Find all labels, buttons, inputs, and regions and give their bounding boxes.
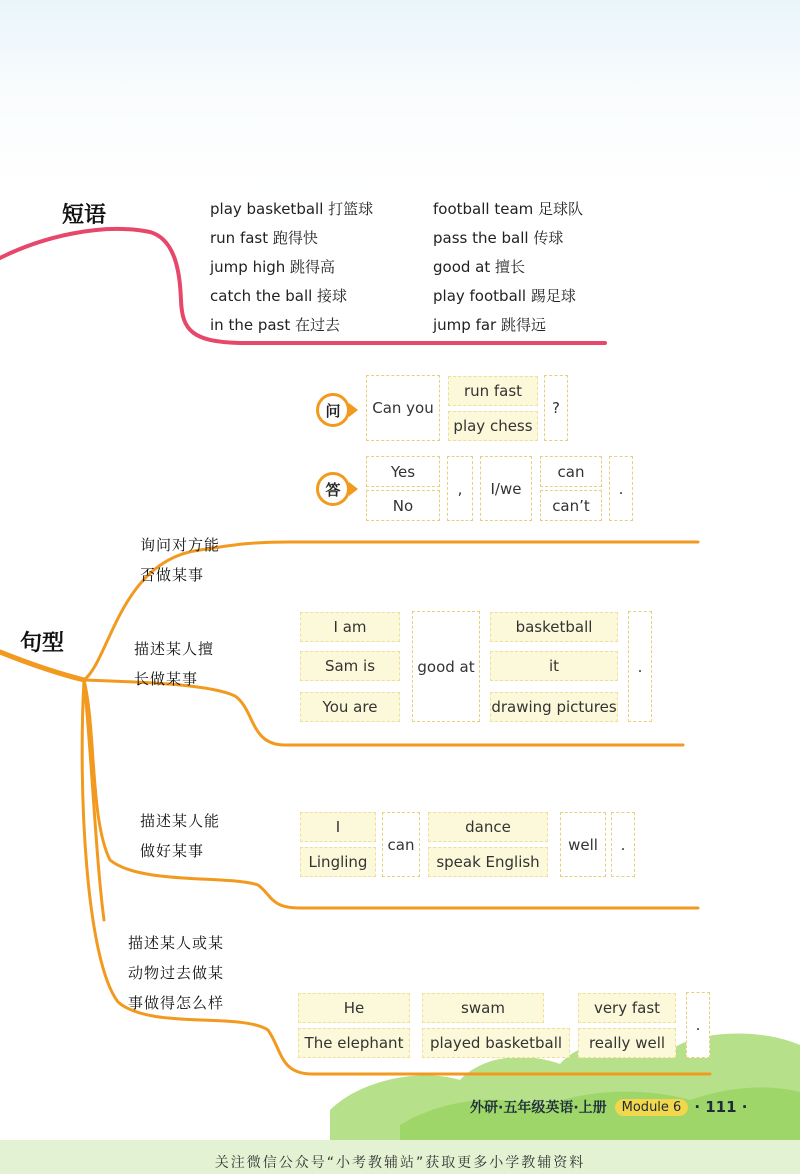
answer-end-box: . bbox=[609, 456, 633, 521]
past-label bbox=[128, 928, 224, 1018]
page-number: · 111 · bbox=[694, 1098, 748, 1116]
question-option-box: play chess bbox=[448, 411, 538, 441]
past-subject-box: The elephant bbox=[298, 1028, 410, 1058]
question-end-box: ? bbox=[544, 375, 568, 441]
answer-badge: 答 bbox=[316, 472, 350, 506]
good-at-object-box: drawing pictures bbox=[490, 692, 618, 722]
good-at-end-box: . bbox=[628, 611, 652, 722]
phrase-item: play football 踢足球 bbox=[433, 287, 576, 305]
label-line: 描述某人或某 bbox=[128, 934, 225, 952]
label-line: 否做某事 bbox=[140, 566, 205, 584]
good-at-label bbox=[134, 634, 214, 694]
can-well-end-box: . bbox=[611, 812, 635, 877]
ask-label bbox=[140, 530, 220, 590]
phrase-item: jump high 跳得高 bbox=[210, 258, 336, 276]
label-line: 描述某人能 bbox=[140, 812, 221, 830]
can-well-label bbox=[140, 806, 220, 866]
can-well-well-box: well bbox=[560, 812, 606, 877]
past-verb-box: swam bbox=[422, 993, 544, 1023]
phrase-item: jump far 跳得远 bbox=[433, 316, 546, 334]
phrase-item: football team 足球队 bbox=[433, 200, 584, 218]
phrase-item: good at 擅长 bbox=[433, 258, 526, 276]
question-start-box: Can you bbox=[366, 375, 440, 441]
question-badge: 问 bbox=[316, 393, 350, 427]
module-badge: Module 6 bbox=[615, 1099, 689, 1116]
answer-verb-box: can bbox=[540, 456, 602, 487]
past-verb-box: played basketball bbox=[422, 1028, 570, 1058]
past-adverb-box: really well bbox=[578, 1028, 676, 1058]
answer-badge-pointer bbox=[349, 482, 358, 496]
good-at-object-box: it bbox=[490, 651, 618, 681]
question-option-box: run fast bbox=[448, 376, 538, 406]
phrase-item: run fast 跑得快 bbox=[210, 229, 318, 247]
page-footer bbox=[470, 1097, 747, 1117]
good-at-object-box: basketball bbox=[490, 612, 618, 642]
can-well-subject-box: Lingling bbox=[300, 847, 376, 877]
label-line: 事做得怎么样 bbox=[128, 994, 225, 1012]
good-at-middle-box: good at bbox=[412, 611, 480, 722]
patterns-heading: 句型 bbox=[20, 631, 65, 656]
book-title: 外研·五年级英语·上册 bbox=[470, 1100, 607, 1116]
can-well-subject-box: I bbox=[300, 812, 376, 842]
past-subject-box: He bbox=[298, 993, 410, 1023]
past-end-box: . bbox=[686, 992, 710, 1058]
label-line: 长做某事 bbox=[134, 670, 199, 688]
past-adverb-box: very fast bbox=[578, 993, 676, 1023]
answer-start-box: Yes bbox=[366, 456, 440, 487]
phrases-heading: 短语 bbox=[62, 203, 107, 228]
good-at-subject-box: You are bbox=[300, 692, 400, 722]
label-line: 询问对方能 bbox=[140, 536, 221, 554]
phrase-item: in the past 在过去 bbox=[210, 316, 341, 334]
label-line: 做好某事 bbox=[140, 842, 205, 860]
good-at-subject-box: I am bbox=[300, 612, 400, 642]
phrase-item: play basketball 打篮球 bbox=[210, 200, 374, 218]
phrase-item: catch the ball 接球 bbox=[210, 287, 348, 305]
good-at-subject-box: Sam is bbox=[300, 651, 400, 681]
can-well-verb-box: dance bbox=[428, 812, 548, 842]
answer-subject-box: I/we bbox=[480, 456, 532, 521]
can-well-verb-box: speak English bbox=[428, 847, 548, 877]
phrase-item: pass the ball 传球 bbox=[433, 229, 564, 247]
label-line: 动物过去做某 bbox=[128, 964, 225, 982]
question-badge-pointer bbox=[349, 403, 358, 417]
answer-comma-box: , bbox=[447, 456, 473, 521]
answer-verb-box: can’t bbox=[540, 490, 602, 521]
bottom-note: 关注微信公众号“小考教辅站”获取更多小学教辅资料 bbox=[214, 1155, 586, 1171]
label-line: 描述某人擅 bbox=[134, 640, 215, 658]
can-well-can-box: can bbox=[382, 812, 420, 877]
answer-start-box: No bbox=[366, 490, 440, 521]
